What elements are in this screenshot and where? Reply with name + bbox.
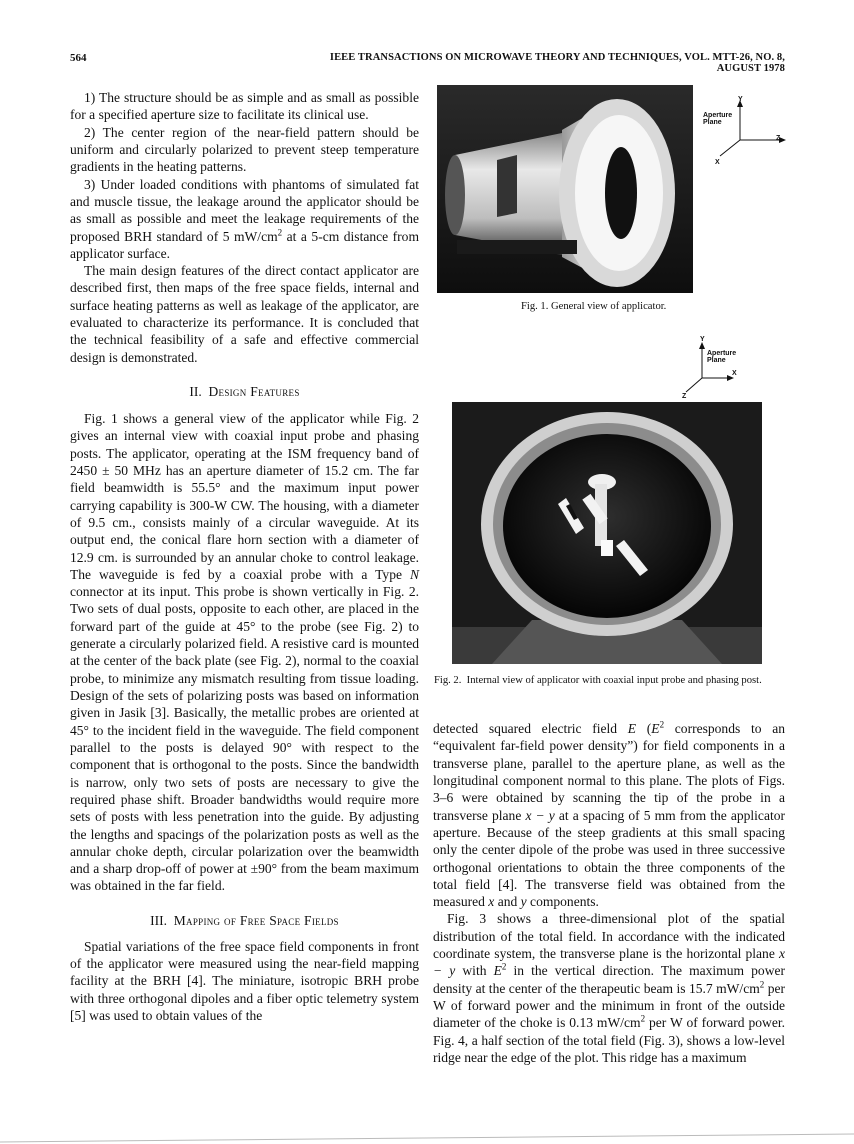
paragraph-overview: The main design features of the direct contact applicator are described first, then maps of the free space fields, internal and surface heating patterns as well as leakage of the applicator, are evaluated to characterize its performance. It is concluded that the technical feasibility of a safe and effective commercial design is demonstrated. (70, 263, 419, 365)
figure-2-photo (452, 402, 762, 664)
paragraph-field-components: detected squared electric field E ($E^2$ corresponds to an “equivalent far-field power density”) for field components in a transverse plane, parallel to the aperture plane, as well as the longitudinal component normal to this plane. The plots of Figs. 3–6 were obtained by scanning the tip of the probe in a transverse plane x − y at a spacing of 5 mm from the applicator aperture. Because of the steep gradients at this small spacing only the center dipole of the probe was used in three successive orthogonal orientations to obtain the three components of the total field [4]. The transverse field was obtained from the measured x and y components. (433, 719, 786, 910)
requirement-2: 2) The center region of the near-field pattern should be uniform and circularly polarized to prevent steep temperature gradients in the heating patterns. (70, 124, 419, 175)
running-header (0, 52, 854, 74)
scan-edge (0, 1130, 854, 1144)
applicator-photo (437, 85, 693, 293)
figure-2-axes: Y Aperture Plane X Z (680, 336, 770, 402)
section-heading-design-features: II. Design Features (189, 384, 300, 399)
left-column (70, 89, 419, 1024)
figure-1-photo (437, 85, 693, 293)
section-heading-mapping: III. Mapping of Free Space Fields (150, 912, 339, 928)
requirement-1: 1) The structure should be as simple and as small as possible for a specified aperture size to facilitate its clinical use. (70, 90, 419, 123)
journal-citation: IEEE TRANSACTIONS ON MICROWAVE THEORY AND TECHNIQUES, VOL. MTT-26, NO. 8, AUGUST 1978 (329, 52, 785, 74)
figure-1-axes: Y Aperture Plane Z X (700, 92, 790, 172)
paragraph-design-features: Fig. 1 shows a general view of the applicator while Fig. 2 gives an internal view with coaxial input probe and phasing posts. The applicator, operating at the ISM frequency band of 2450 ± 50 MHz has an aperture diameter of 15.2 cm. The far field beamwidth is 55.5° and the maximum input power carrying capability is 300-W CW. The housing, with a diameter of 9.5 cm., consists mainly of a circular waveguide. At its output end, the conical flare horn section with a diameter of 12.9 cm. is surrounded by an annular choke to control leakage. The waveguide is fed by a coaxial probe with a Type N connector at its input. This probe is shown vertically in Fig. 2. Two sets of dual posts, opposite to each other, are placed in the forward part of the guide at 45° to the probe (see Fig. 2) to generate a circularly polarized field. A resistive card is mounted at the center of the back plate (see Fig. 2), normal to the coaxial probe, to minimize any mismatch resulting from tissue loading. Design of the sets of polarizing posts was based on information given in Jasik [3]. Basically, the metallic probes are oriented at 45° to the incident field in the waveguide. The field component parallel to the posts is delayed 90° with respect to the component that is orthogonal to the posts. Since the bandwidth is narrow, only two sets of posts are necessary to give the required phase shift. Broader bandwidths would require more sets of posts with less penetration into the guide. By adjusting the lengths and spacings of the polarization posts as well as the annular choke depth, circular polarization over the beamwidth and a sharp drop-off of power at ±90° from the beam maximum was obtained in the far field. (70, 411, 419, 894)
axes-diagram (700, 92, 790, 172)
applicator-internal-photo (452, 402, 762, 664)
page-number: 564 (70, 52, 87, 64)
right-column (433, 720, 785, 1066)
figure-1-caption: Fig. 1. General view of applicator. (521, 301, 667, 312)
paragraph-mapping: Spatial variations of the free space field components in front of the applicator were measured using the near-field mapping facility at the BRH [4]. The miniature, isotropic BRH probe with three orthogonal dipoles and a fiber optic telemetry system [5] was used to obtain values of the (70, 938, 419, 1023)
requirement-3: 3) Under loaded conditions with phantoms of simulated fat and muscle tissue, the leakage around the applicator should be as small as possible and meet the leakage requirements of the proposed BRH standard of 5 $mW/cm^2$ at a 5-cm distance from applicator surface. (70, 176, 419, 261)
figure-2-caption: Fig. 2. Internal view of applicator with coaxial input probe and phasing post. (434, 675, 762, 686)
axes-diagram (680, 336, 770, 402)
paragraph-fig3: Fig. 3 shows a three-dimensional plot of the spatial distribution of the total field. In accordance with the indicated coordinate system, the transverse plane is the horizontal plane x − y with $E^2$ in the vertical direction. The maximum power density at the center of the therapeutic beam is 15.7 $mW/cm^2$ per W of forward power and the minimum in front of the outside diameter of the choke is 0.13 $mW/cm^2$ per W of forward power. Fig. 4, a half section of the total field (Fig. 3), shows a low-level ridge near the edge of the plot. This ridge has a maximum (433, 911, 785, 1065)
